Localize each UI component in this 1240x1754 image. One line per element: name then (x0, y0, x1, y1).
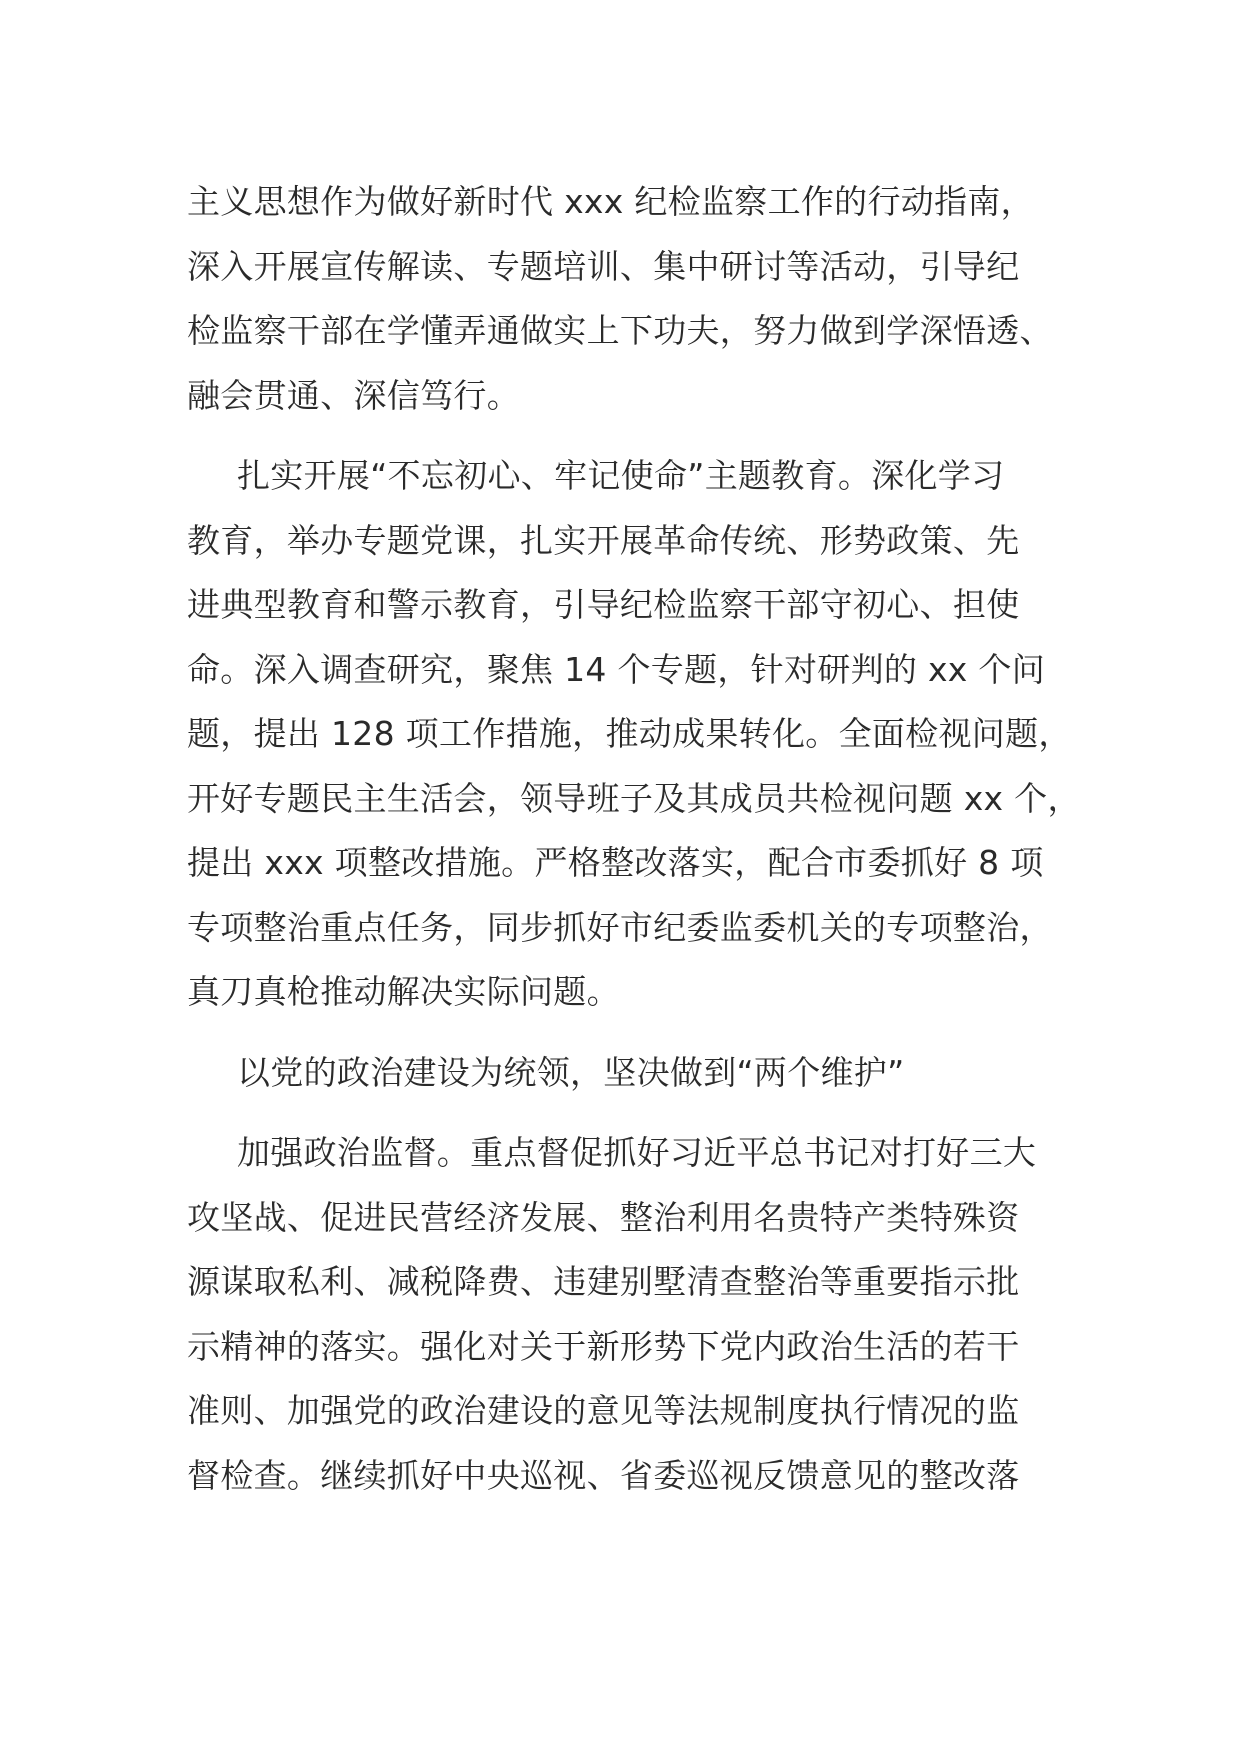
paragraph-4 (187, 1121, 1067, 1508)
section-heading: 以党的政治建设为统领，坚决做到“两个维护” (237, 1052, 905, 1092)
paragraph-spacer (187, 428, 1067, 444)
text-line: 主义思想作为做好新时代 xxx 纪检监察工作的行动指南， (187, 182, 1034, 221)
text-line: 扎实开展“不忘初心、牢记使命”主题教育。深化学习 (237, 456, 1005, 495)
text-line: 命。深入调查研究，聚焦 14 个专题，针对研判的 xx 个问 (187, 649, 1046, 689)
paragraph-spacer (187, 1105, 1067, 1121)
text-line: 题，提出 128 项工作措施，推动成果转化。全面检视问题， (187, 714, 1072, 753)
text-line: 督检查。继续抓好中央巡视、省委巡视反馈意见的整改落 (187, 1455, 1020, 1495)
text-line: 开好专题民主生活会，领导班子及其成员共检视问题 xx 个， (187, 778, 1081, 818)
text-line: 专项整治重点任务，同步抓好市纪委监委机关的专项整治， (187, 907, 1053, 947)
paragraph-3 (187, 1041, 1067, 1106)
text-line: 教育，举办专题党课，扎实开展革命传统、形势政策、先 (187, 520, 1020, 560)
paragraph-2 (187, 444, 1081, 1025)
text-line: 检监察干部在学懂弄通做实上下功夫，努力做到学深悟透、 (187, 311, 1053, 350)
paragraph-spacer (187, 1025, 1067, 1041)
text-line: 提出 xxx 项整改措施。严格整改落实，配合市委抓好 8 项 (187, 843, 1044, 882)
paragraph-1 (187, 170, 1067, 428)
text-line: 深入开展宣传解读、专题培训、集中研讨等活动，引导纪 (187, 246, 1020, 286)
text-line: 加强政治监督。重点督促抓好习近平总书记对打好三大 (237, 1133, 1037, 1172)
text-line: 攻坚战、促进民营经济发展、整治利用名贵特产类特殊资 (187, 1197, 1020, 1237)
text-line: 融会贯通、深信笃行。 (187, 375, 520, 415)
document-body (187, 170, 1081, 1508)
text-line: 源谋取私利、减税降费、违建别墅清查整治等重要指示批 (187, 1262, 1020, 1301)
text-line: 示精神的落实。强化对关于新形势下党内政治生活的若干 (187, 1326, 1020, 1366)
text-line: 进典型教育和警示教育，引导纪检监察干部守初心、担使 (187, 585, 1020, 624)
text-line: 真刀真枪推动解决实际问题。 (187, 972, 620, 1011)
text-line: 准则、加强党的政治建设的意见等法规制度执行情况的监 (187, 1391, 1020, 1430)
